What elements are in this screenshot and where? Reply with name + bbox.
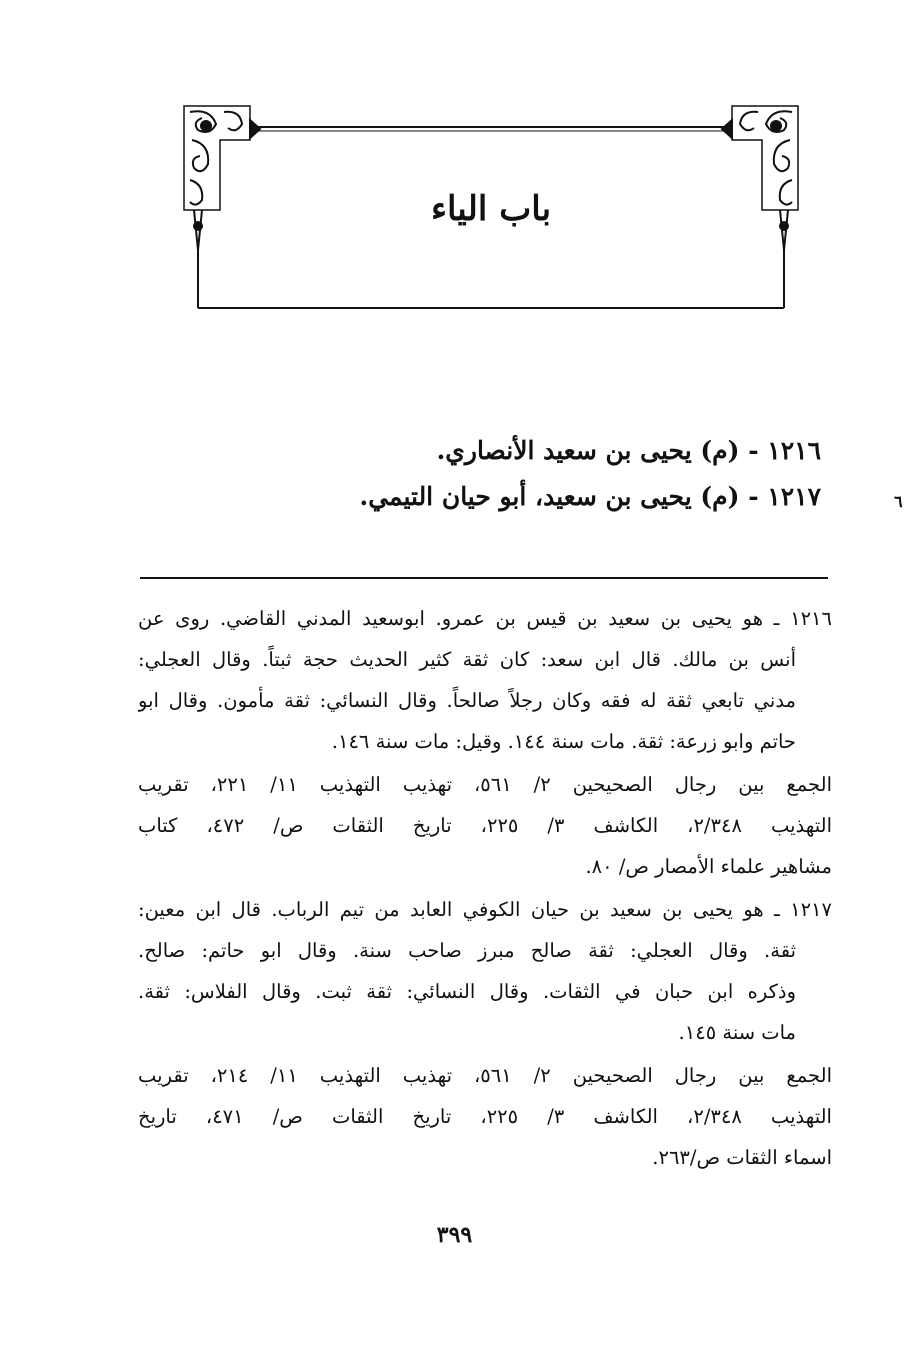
page-number: ٣٩٩ (436, 1222, 473, 1248)
footnote-1217-biography (138, 889, 832, 1053)
chapter-title: باب الياء (430, 188, 552, 229)
footnotes (138, 598, 832, 1178)
footnote-line: ١٢١٦ ـ هو يحيى بن سعيد بن قيس بن عمرو. ابوسعيد المدني القاضي. روى عن (138, 607, 832, 630)
footnote-divider (140, 577, 828, 579)
footnote-line: ثقة. وقال العجلي: ثقة صالح مبرز صاحب سنة. وقال ابو حاتم: صالح. (138, 939, 796, 962)
footnote-1216-biography (138, 598, 832, 762)
margin-mark: ٦ (894, 492, 903, 511)
footnote-line: اسماء الثقات ص/٢٦٣. (652, 1146, 832, 1169)
footnote-line: التهذيب ٢/٣٤٨، الكاشف ٣/ ٢٢٥، تاريخ الثقات ص/ ٤٧٢، كتاب (138, 814, 832, 837)
chapter-header-frame (180, 100, 802, 312)
footnote-line: أنس بن مالك. قال ابن سعد: كان ثقة كثير الحديث حجة ثبتاً. وقال العجلي: (138, 648, 796, 671)
footnote-1217-sources (138, 1055, 832, 1178)
footnote-line: مدني تابعي ثقة له فقه وكان رجلاً صالحاً. وقال النسائي: ثقة مأمون. وقال ابو (138, 689, 796, 712)
entry-1217: ١٢١٧ - (م) يحيى بن سعيد، أبو حيان التيمي. (359, 482, 821, 511)
entry-1216: ١٢١٦ - (م) يحيى بن سعيد الأنصاري. (436, 436, 821, 465)
footnote-line: مشاهير علماء الأمصار ص/ ٨٠. (585, 855, 832, 878)
footnote-line: ١٢١٧ ـ هو يحيى بن سعيد بن حيان الكوفي العابد من تيم الرباب. قال ابن معين: (138, 898, 832, 921)
footnote-line: حاتم وابو زرعة: ثقة. مات سنة ١٤٤. وقيل: مات سنة ١٤٦. (331, 730, 796, 753)
entry-list (221, 428, 821, 520)
footnote-line: التهذيب ٢/٣٤٨، الكاشف ٣/ ٢٢٥، تاريخ الثقات ص/ ٤٧١، تاريخ (138, 1105, 832, 1128)
footnote-1216-sources (138, 764, 832, 887)
footnote-line: الجمع بين رجال الصحيحين ٢/ ٥٦١، تهذيب التهذيب ١١/ ٢٢١، تقريب (138, 773, 832, 796)
footnote-line: وذكره ابن حبان في الثقات. وقال النسائي: ثقة ثبت. وقال الفلاس: ثقة. (138, 980, 796, 1003)
footnote-line: مات سنة ١٤٥. (678, 1021, 796, 1044)
footnote-line: الجمع بين رجال الصحيحين ٢/ ٥٦١، تهذيب التهذيب ١١/ ٢١٤، تقريب (138, 1064, 832, 1087)
